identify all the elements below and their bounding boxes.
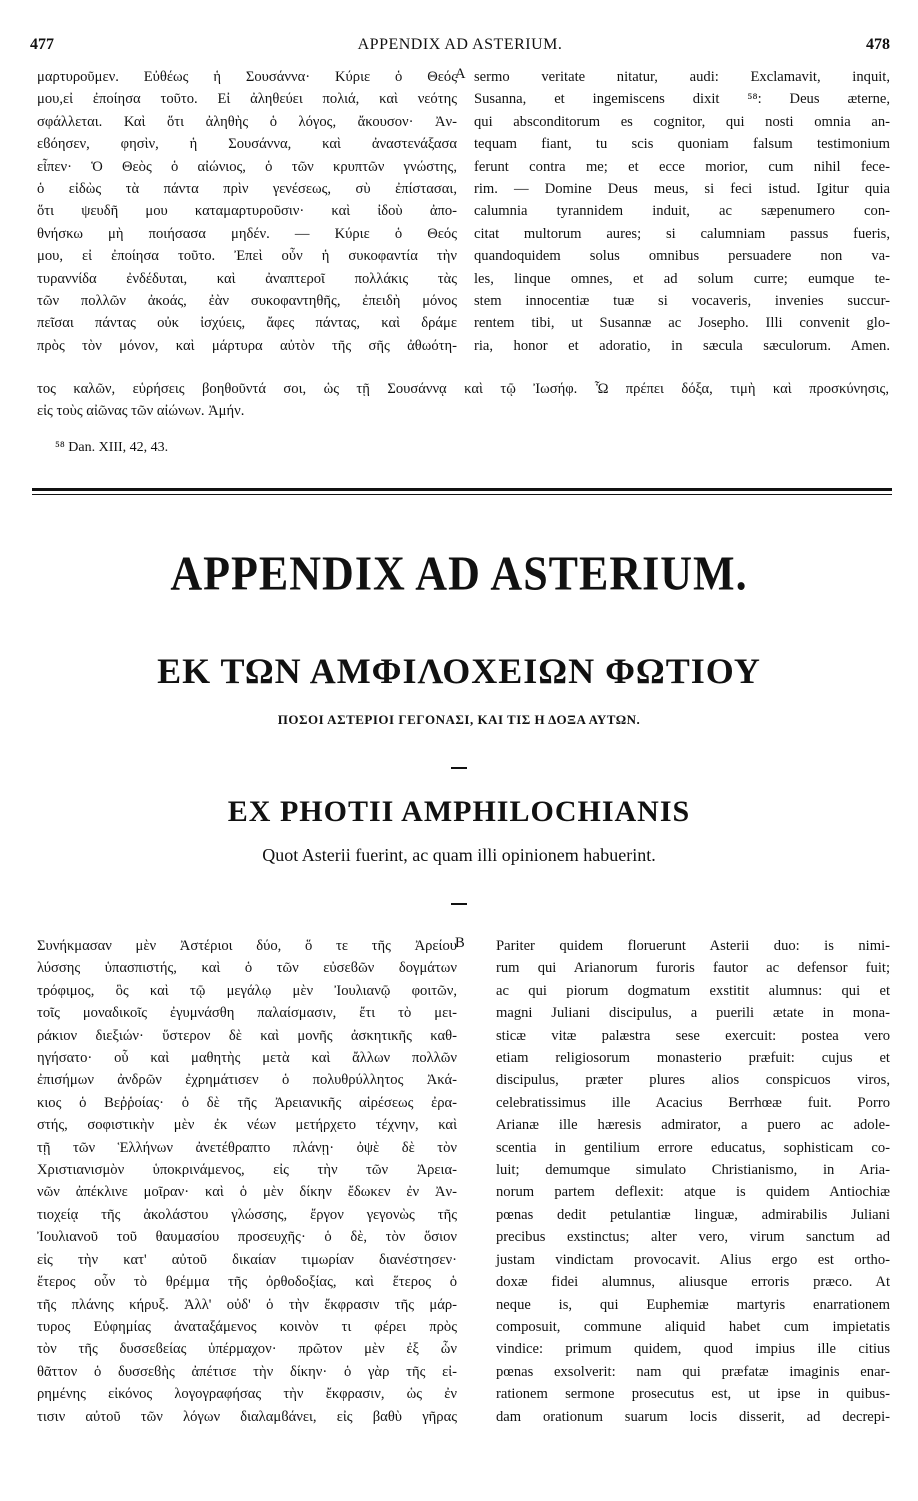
- text-line: τοῖς μοναδικοῖς ἐγυμνάσθη παλαίσμασιν, ἔτι τὸ μει-: [37, 1005, 457, 1022]
- column-marker-a: A: [455, 66, 466, 82]
- text-line: etiam religiosorum monasterio præfuit: cujus et: [496, 1050, 890, 1067]
- text-line: Ἰουλιανοῦ τοῦ θαυμασίου προσευχῆς· ὁ δὲ, τὸν ὅσιον: [37, 1229, 457, 1246]
- text-line: stem innocentiæ tuæ si vocaveris, invenies succur-: [474, 293, 890, 310]
- full-width-line-1: τος καλῶν, εὑρήσεις βοηθοῦντά σοι, ὡς τῇ Σουσάννᾳ καὶ τῷ Ἰωσήφ. Ὧ πρέπει δόξα, τιμὴ καὶ προσκύνησις,: [37, 381, 889, 397]
- text-line: scentia in gentilium errore educatus, sophisticam co-: [496, 1139, 890, 1156]
- title-dash-1: [451, 767, 467, 769]
- title-dash-2: [451, 903, 467, 905]
- text-line: Susanna, et ingemiscens dixit ⁵⁸: Deus æterne,: [474, 91, 890, 108]
- text-line: magni Juliani discipulus, a puerili ætate in mona-: [496, 1005, 890, 1022]
- text-line: ὅτι ψευδῆ μου καταμαρτυροῦσιν· καὶ ἰδοὺ ἀπο-: [37, 203, 457, 220]
- text-line: celebratissimus ille Acacius Berrhœæ fuit. Porro: [496, 1094, 890, 1111]
- top-greek-column: [37, 66, 457, 357]
- text-line: θᾶττον ὁ δυσσεϐὴς ἀπέτισε τὴν δίκην· ὁ γὰρ τῆς εἰ-: [37, 1363, 457, 1380]
- text-line: rim. — Domine Deus meus, si feci istud. Igitur quia: [474, 181, 890, 198]
- section-rule-thin: [32, 494, 892, 495]
- text-line: precibus exstinctus; alter vero, virum sanctum ad: [496, 1229, 890, 1246]
- text-line: τιοχείᾳ τῆς ἀκολάστου γλώσσης, ἔργον γεγονὼς τῆς: [37, 1206, 457, 1223]
- text-line: ρημένης εἰκόνος λογογραφήσας τὴν ἔκφρασιν, ὡς ἐν: [37, 1386, 457, 1403]
- text-line: ac qui piorum dogmatum exstitit alumnus: qui et: [496, 982, 890, 999]
- text-line: doxæ fidei alumnus, aliusque erroris præco. At: [496, 1274, 890, 1291]
- footnote: ⁵⁸ Dan. XIII, 42, 43.: [55, 440, 169, 455]
- text-line: pœnas exsolverit: nam qui præfatæ imaginis enar-: [496, 1363, 890, 1380]
- page-number-right: 478: [866, 36, 890, 53]
- text-line: θνήσκω μὴ ποιήσασα μηδέν. — Κύριε ὁ Θεός: [37, 225, 457, 242]
- text-line: ἕτερος οὖν τὸ θρέμμα τῆς ὀρθοδοξίας, καὶ ἕτερος ὁ: [37, 1274, 457, 1291]
- text-line: ria, honor et adoratio, in sæcula sæculorum. Amen.: [474, 337, 890, 354]
- text-line: discipulus, præter plures alios conspicuos viros,: [496, 1072, 890, 1089]
- text-line: τισιν αὐτοῦ τῶν λόγων διαλαμϐάνει, εἰς βαθὺ γῆρας: [37, 1408, 457, 1425]
- text-line: Arianæ ille hæresis admirator, a puero ac adole-: [496, 1117, 890, 1134]
- text-line: rationem sermone prosecutus est, ut ipse in quibus-: [496, 1386, 890, 1403]
- text-line: sermo veritate nitatur, audi: Exclamavit, inquit,: [474, 69, 890, 85]
- text-line: composuit, commune aliquid habet cum impietatis: [496, 1318, 890, 1335]
- text-line: ράκιον διεξιών· ὕστερον δὲ καὶ μονῆς ἀσκητικῆς καθ-: [37, 1027, 457, 1044]
- text-line: μου, εἰ ἐποίησα τοῦτο. Ἐπεὶ οὖν ἡ συκοφαντία τὴν: [37, 248, 457, 265]
- text-line: justam vindictam provocavit. Alius ergo est ortho-: [496, 1251, 890, 1268]
- text-line: ferunt contra me; et ecce morior, cum nihil fece-: [474, 158, 890, 175]
- text-line: rentem tibi, ut Susannæ ac Josepho. Illi convenit glo-: [474, 315, 890, 332]
- text-line: εἰς τὴν κατ' αὐτοῦ δικαίαν τιμωρίαν διανέστησεν·: [37, 1251, 457, 1268]
- text-line: νῶν ἀπέκλινε μοῖραν· καὶ ὁ μὲν δίκην ἔδωκεν ἐν Ἀν-: [37, 1184, 457, 1201]
- latin-subtitle: Quot Asterii fuerint, ac quam illi opinionem habuerint.: [262, 845, 656, 865]
- text-line: ηγήσατο· οὗ καὶ μαθητὴς μετὰ καὶ ἄλλων πολλῶν: [37, 1050, 457, 1067]
- text-line: λύσσης ὑπασπιστής, καὶ ὁ τῶν εὐσεϐῶν δογμάτων: [37, 960, 457, 977]
- text-line: Συνήκμασαν μὲν Ἀστέριοι δύο, ὅ τε τῆς Ἀρείου: [37, 938, 457, 954]
- text-line: luit; demumque simulato Christianismo, in Aria-: [496, 1162, 890, 1179]
- text-line: ἐπισήμων ἀνδρῶν ἐχρημάτισεν ὁ πολυθρύλλητος Ἀκά-: [37, 1072, 457, 1089]
- text-line: πεῖσαι πάντας οὐκ ἰσχύεις, ἄφες πάντας, καὶ δράμε: [37, 315, 457, 332]
- text-line: quandoquidem solus omnibus persuadere non va-: [474, 248, 890, 265]
- text-line: norum partem deflexit: atque is quidem Antiochiæ: [496, 1184, 890, 1201]
- latin-title: EX PHOTII AMPHILOCHIANIS: [227, 795, 691, 828]
- text-line: tequam fiant, tu scis quoniam falsum testimonium: [474, 136, 890, 153]
- text-line: les, linque omnes, et ad solum curre; eumque te-: [474, 270, 890, 287]
- section-rule: [32, 488, 892, 491]
- text-line: calumnia tyrannidem induit, ac sæpenumero con-: [474, 203, 890, 220]
- text-line: rum qui Arianorum furoris fautor ac defensor fuit;: [496, 960, 890, 977]
- text-line: κιος ὁ Βεῤῥοίας· ὁ δὲ τῆς Ἀρειανικῆς αἱρέσεως ἐρα-: [37, 1094, 457, 1111]
- full-width-line-2: εἰς τοὺς αἰῶνας τῶν αἰώνων. Ἀμήν.: [37, 403, 245, 419]
- text-line: τυρος Εὐφημίας ἀναταξάμενος κοινὸν τι φέρει πρὸς: [37, 1318, 457, 1335]
- text-line: τρόφιμος, ὃς καὶ τῷ μεγάλῳ μὲν Ἰουλιανῷ φοιτῶν,: [37, 982, 457, 999]
- text-line: τῆς πλάνης κήρυξ. Ἀλλ' οὐδ' ὁ τὴν ἔκφρασιν τῆς μάρ-: [37, 1296, 457, 1313]
- page-number-left: 477: [30, 36, 54, 53]
- text-line: σφάλλεται. Καὶ ὅτι ἀληθὴς ὁ λόγος, ἄκουσον· Ἀν-: [37, 113, 457, 130]
- text-line: τῶν πολλῶν ἀκοάς, ἐὰν συκοφαντηθῆς, ἐπειδὴ μόνος: [37, 293, 457, 310]
- text-line: πρὸς τὸν μόνον, καὶ μάρτυρα αὐτὸν τῆς σῆς ἀθωότη-: [37, 337, 457, 354]
- text-line: μου,εἰ ἐποίησα τοῦτο. Εἰ ἀληθεύει πολιά, καὶ νεότης: [37, 91, 457, 108]
- text-line: neque is, qui Euphemiæ martyris enarrationem: [496, 1296, 890, 1313]
- main-title: APPENDIX AD ASTERIUM.: [170, 546, 748, 601]
- text-line: τυραννίδα ἐνδέδυται, καὶ ἀναπτεροῖ πολλάκις τὰς: [37, 270, 457, 287]
- text-line: Χριστιανισμὸν ὑποκρινάμενος, εἰς τὴν τῶν Ἀρεια-: [37, 1162, 457, 1179]
- text-line: στής, σοφιστικὴν μὲν ἐκ νέων μετήρχετο τέχνην, καὶ: [37, 1117, 457, 1134]
- text-line: pœnas dedit petulantiæ linguæ, admirabilis Juliani: [496, 1206, 890, 1223]
- bottom-greek-column: [37, 935, 457, 1428]
- text-line: μαρτυροῦμεν. Εὐθέως ἡ Σουσάννα· Κύριε ὁ Θεός: [37, 69, 457, 85]
- column-marker-b: B: [455, 935, 465, 951]
- text-line: Pariter quidem floruerunt Asterii duo: is nimi-: [496, 938, 890, 954]
- text-line: τὸν τῆς δυσσεϐείας ὑπέρμαχον· πρῶτον μὲν ἐξ ὧν: [37, 1341, 457, 1358]
- bottom-latin-column: [496, 935, 890, 1428]
- text-line: citat multorum aures; si calumniam passus fueris,: [474, 225, 890, 242]
- greek-subtitle: ΠΟΣΟΙ ΑΣΤΕΡΙΟΙ ΓΕΓΟΝΑΣΙ, ΚΑΙ ΤΙΣ Η ΔΟΞΑ ΑΥΤΩΝ.: [277, 712, 641, 727]
- text-line: vindice: primum quidem, quod impius ille citius: [496, 1341, 890, 1358]
- top-latin-column: [474, 66, 890, 357]
- text-line: qui absconditorum es cognitor, qui nosti omnia an-: [474, 113, 890, 130]
- greek-title: ΕΚ ΤΩΝ ΑΜΦΙΛΟΧΕΙΩΝ ΦΩΤΙΟΥ: [157, 651, 761, 691]
- text-line: dam orationum suarum locis disserit, ad decrepi-: [496, 1408, 890, 1425]
- running-head: [30, 36, 890, 58]
- text-line: sticæ vitæ palæstra sese exercuit: postea vero: [496, 1027, 890, 1044]
- text-line: τῇ τῶν Ἑλλήνων ἀνετέθραπτο πλάνῃ· ὀψὲ δὲ τὸν: [37, 1139, 457, 1156]
- text-line: εϐόησεν, φησὶν, ἡ Σουσάννα, καὶ ἀναστενάξασα: [37, 136, 457, 153]
- text-line: εἶπεν· Ὁ Θεὸς ὁ αἰώνιος, ὁ τῶν κρυπτῶν γνώστης,: [37, 158, 457, 175]
- running-title: APPENDIX AD ASTERIUM.: [357, 36, 563, 53]
- text-line: ὁ εἰδὼς τὰ πάντα πρὶν γενέσεως, σὺ ἐπίστασαι,: [37, 181, 457, 198]
